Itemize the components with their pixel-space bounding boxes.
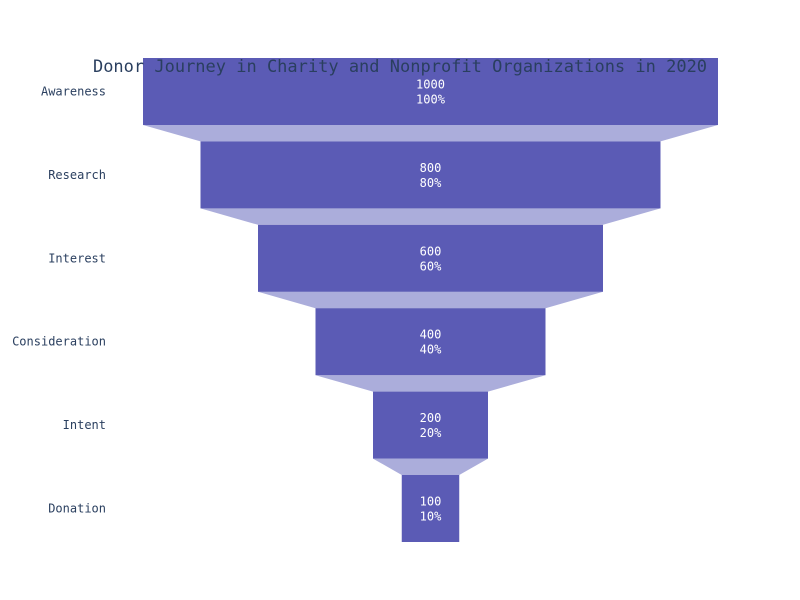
- funnel-bar-donation[interactable]: [402, 475, 460, 542]
- funnel-connector-awareness: [143, 125, 718, 141]
- funnel-connector-consideration: [316, 375, 546, 391]
- category-labels: [12, 85, 106, 516]
- percent-label: 40%: [419, 342, 442, 357]
- category-label: Research: [48, 167, 106, 182]
- percent-label: 10%: [419, 509, 442, 524]
- category-label: Intent: [62, 418, 106, 433]
- percent-label: 100%: [416, 92, 445, 107]
- percent-label: 80%: [419, 175, 442, 190]
- value-label: 1000: [416, 77, 445, 92]
- category-label: Interest: [48, 251, 106, 266]
- value-label: 400: [419, 327, 442, 342]
- value-label: 100: [419, 494, 442, 509]
- percent-label: 60%: [419, 259, 442, 274]
- value-label: 600: [419, 244, 442, 259]
- funnel-connector-research: [201, 208, 661, 224]
- funnel-connector-intent: [373, 459, 488, 475]
- chart-title: Donor Journey in Charity and Nonprofit Organizations in 2020: [92, 57, 708, 77]
- category-label: Awareness: [40, 84, 106, 99]
- value-label: 800: [419, 160, 442, 175]
- funnel-connector-interest: [258, 292, 603, 308]
- category-label: Consideration: [12, 334, 106, 349]
- percent-label: 20%: [419, 426, 442, 441]
- value-label: 200: [419, 411, 442, 426]
- category-label: Donation: [48, 501, 106, 516]
